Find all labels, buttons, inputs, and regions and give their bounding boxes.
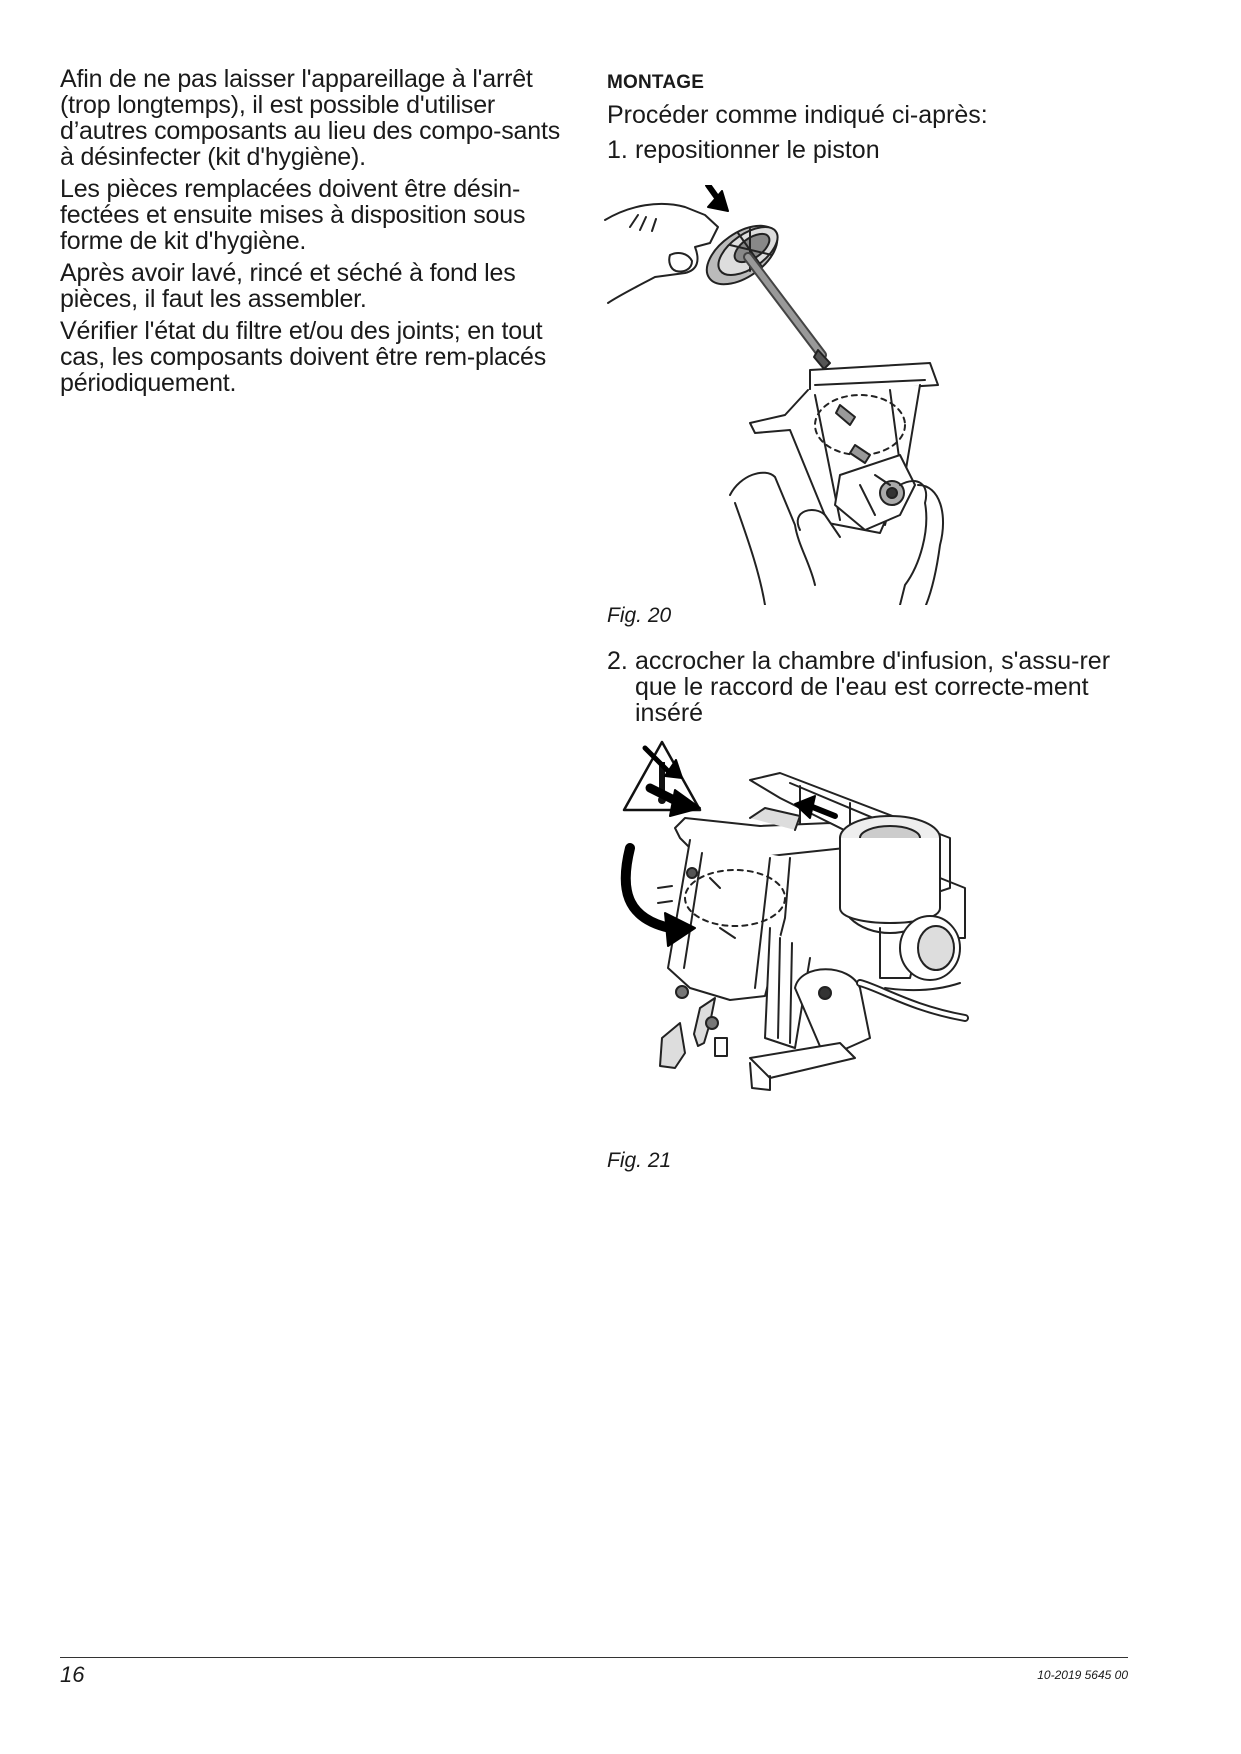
step-number: 2. xyxy=(607,647,628,675)
step-text: accrocher la chambre d'infusion, s'assu-rer que le raccord de l'eau est correcte-ment inséré xyxy=(635,647,1111,727)
figure-21-brewing-chamber-illustration xyxy=(620,738,980,1138)
paragraph-replaced-parts: Les pièces remplacées doivent être désin-fectées et ensuite mises à disposition sous forme de kit d'hygiène. xyxy=(60,175,526,255)
assembly-section xyxy=(607,72,1147,163)
paragraph-filter-check: Vérifier l'état du filtre et/ou des joints; en tout cas, les composants doivent être rem-placés périodiquement. xyxy=(60,317,547,397)
page-number: 16 xyxy=(60,1662,85,1687)
figure-20-piston-illustration xyxy=(600,185,1000,605)
figure-21-caption: Fig. 21 xyxy=(607,1149,672,1172)
paragraph-hygiene-kit: Afin de ne pas laisser l'appareillage à l'arrêt (trop longtemps), il est possible d'utiliser d’autres composants au lieu des compo-sants à désinfecter (kit d'hygiène). xyxy=(60,65,561,171)
step-2 xyxy=(607,648,1127,726)
intro-text-column xyxy=(60,66,580,402)
step-text: repositionner le piston xyxy=(635,136,880,164)
footer-divider xyxy=(60,1657,1128,1658)
section-intro: Procéder comme indiqué ci-après: xyxy=(607,101,988,129)
document-code: 10-2019 5645 00 xyxy=(1037,1668,1128,1682)
paragraph-assembly: Après avoir lavé, rincé et séché à fond les pièces, il faut les assembler. xyxy=(60,259,516,313)
section-heading: MONTAGE xyxy=(607,72,705,93)
step-1 xyxy=(607,137,1147,163)
figure-20-caption: Fig. 20 xyxy=(607,604,672,627)
step-number: 1. xyxy=(607,136,628,164)
